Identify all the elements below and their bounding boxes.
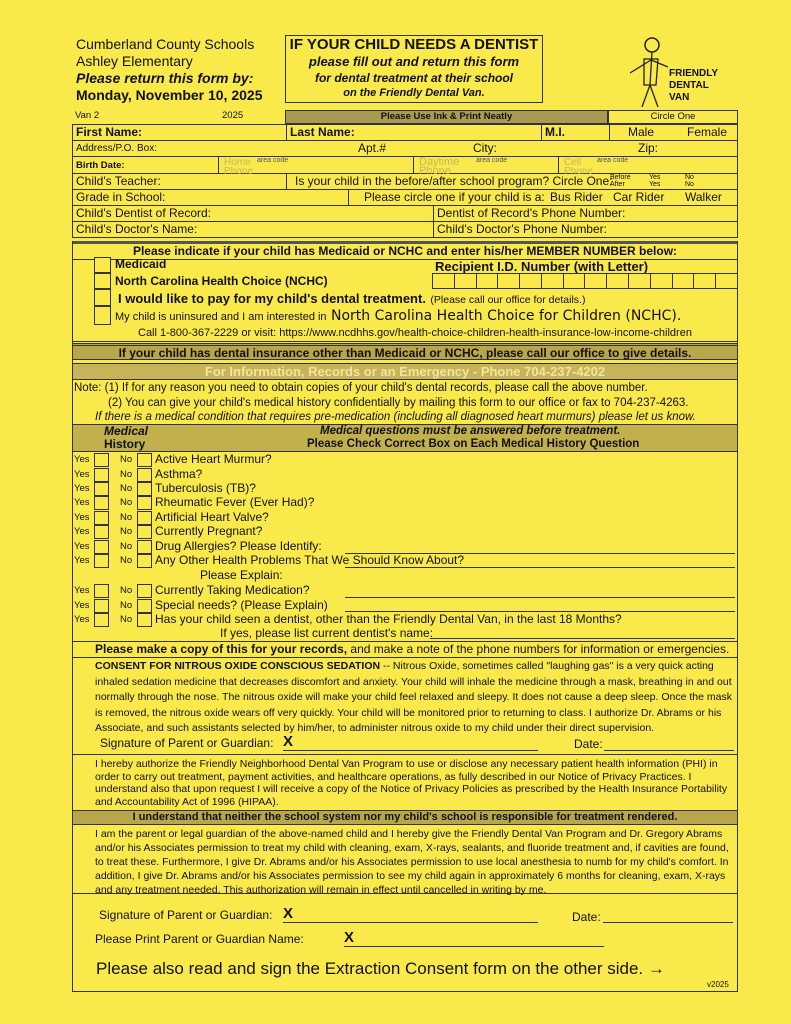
grade-field[interactable]: Grade in School:: [76, 190, 166, 204]
nchc-label: North Carolina Health Choice (NCHC): [115, 274, 328, 288]
before-label: Before: [610, 174, 631, 181]
medical-question: Active Heart Murmur?: [155, 452, 272, 466]
grade-row: [72, 190, 738, 206]
nchc-checkbox[interactable]: [94, 273, 111, 289]
no-label: No: [120, 454, 133, 465]
title-line: please fill out and return this form: [308, 54, 520, 69]
insurance-header: Please indicate if your child has Medicaid or NCHC and enter his/her MEMBER NUMBER below:: [72, 241, 738, 260]
recipient-id-digit-box[interactable]: [715, 273, 738, 289]
yes-label: Yes: [74, 512, 90, 523]
area-code-label: area code: [597, 157, 629, 164]
medical-question: Currently Pregnant?: [155, 524, 263, 538]
birth-date-field[interactable]: Birth Date:: [76, 160, 125, 171]
medical-question: Has your child seen a dentist, other than the Friendly Dental Van, in the last 18 Months?: [155, 612, 622, 626]
area-code-label: area code: [257, 157, 289, 164]
address-field[interactable]: Address/P.O. Box:: [76, 143, 157, 154]
medical-question: Asthma?: [155, 467, 203, 481]
answer-line[interactable]: [345, 597, 735, 598]
recipient-id-digit-box[interactable]: [563, 273, 586, 289]
yes-label: Yes: [74, 497, 90, 508]
no-checkbox[interactable]: [137, 599, 152, 613]
logo-line: DENTAL: [669, 80, 709, 91]
rider-question: Please circle one if your child is a:: [348, 190, 545, 205]
doctor-row: [72, 222, 738, 238]
nitrous-signature-line[interactable]: [283, 750, 538, 751]
no-option[interactable]: No: [685, 181, 694, 188]
pay-note: (Please call our office for details.): [430, 294, 586, 306]
no-label: No: [120, 585, 133, 596]
yes-checkbox[interactable]: [94, 496, 109, 510]
no-label: No: [120, 555, 133, 566]
medical-title: Medical: [104, 424, 149, 438]
before-after-label: [610, 174, 631, 188]
yes-checkbox[interactable]: [94, 482, 109, 496]
school-responsibility-band: I understand that neither the school system nor my child's school is responsible for treatment rendered.: [72, 810, 738, 825]
yes-checkbox[interactable]: [94, 584, 109, 598]
address-row: [72, 141, 738, 157]
treatment-signature-line[interactable]: [283, 922, 538, 923]
print-name-x: X: [344, 929, 355, 946]
explain-line[interactable]: [345, 567, 735, 568]
treatment-date-line[interactable]: [603, 922, 733, 923]
date-label: Date:: [574, 737, 603, 751]
dentist-phone-field[interactable]: Dentist of Record's Phone Number:: [433, 206, 625, 221]
daytime-phone-label: Daytime Phone: [419, 156, 460, 177]
nchc-program-name: North Carolina Health Choice for Children (NCHC).: [331, 308, 682, 324]
if-yes-label: If yes, please list current dentist's name:: [220, 626, 434, 640]
recipient-id-label: Recipient I.D. Number (with Letter): [435, 259, 649, 274]
apt-field[interactable]: Apt.#: [358, 141, 387, 155]
extraction-consent-note: Please also read and sign the Extraction Consent form on the other side. →: [96, 959, 665, 978]
no-label: No: [120, 483, 133, 494]
no-checkbox[interactable]: [137, 482, 152, 496]
title-line: on the Friendly Dental Van.: [343, 87, 485, 99]
print-note: Please Use Ink & Print Neatly: [285, 110, 608, 124]
medical-check-note: Please Check Correct Box on Each Medical History Question: [307, 438, 640, 450]
nitrous-consent: [95, 659, 735, 737]
city-field[interactable]: City:: [473, 141, 497, 155]
nchc-contact: Call 1-800-367-2229 or visit: https://www.ncdhhs.gov/health-choice-children-health-insurance-low-income-children: [138, 327, 692, 339]
before-after-question: Is your child in the before/after school program? Circle One:: [286, 174, 612, 189]
no-checkbox[interactable]: [137, 554, 152, 568]
no-label: No: [120, 526, 133, 537]
no-label: No: [120, 497, 133, 508]
medical-question: Special needs? (Please Explain): [155, 598, 328, 612]
print-name-line[interactable]: [344, 946, 604, 947]
no-checkbox[interactable]: [137, 584, 152, 598]
nitrous-title: CONSENT FOR NITROUS OXIDE CONSCIOUS SEDATION: [95, 660, 381, 672]
no-checkbox[interactable]: [137, 511, 152, 525]
first-name-label: First Name:: [76, 125, 143, 139]
title-box: [285, 35, 543, 103]
yes-label: Yes: [74, 541, 90, 552]
no-option[interactable]: No: [685, 174, 694, 181]
copy-note-rest: and make a note of the phone numbers for information or emergencies.: [347, 642, 730, 656]
yes-option[interactable]: Yes: [649, 174, 661, 181]
last-name-label: Last Name:: [290, 125, 355, 139]
daytime-phone-field[interactable]: [413, 156, 508, 177]
explain-label: Please Explain:: [200, 568, 283, 582]
last-name-field[interactable]: [286, 125, 355, 140]
uninsured-option: [115, 307, 681, 325]
yes-checkbox[interactable]: [94, 468, 109, 482]
no-label: No: [120, 541, 133, 552]
no-label: No: [120, 600, 133, 611]
medical-must-note: Medical questions must be answered before treatment.: [320, 425, 621, 437]
uninsured-label: My child is uninsured and I am interested in: [115, 311, 327, 323]
signature-label: Signature of Parent or Guardian:: [99, 908, 273, 922]
pay-checkbox[interactable]: [94, 289, 111, 306]
recipient-id-digit-box[interactable]: [432, 273, 455, 289]
pay-label: I would like to pay for my child's dental treatment.: [118, 291, 426, 306]
doctor-field[interactable]: Child's Doctor's Name:: [76, 222, 198, 236]
zip-field[interactable]: Zip:: [638, 141, 659, 155]
recipient-id-digit-box[interactable]: [672, 273, 695, 289]
medical-title: History: [104, 437, 146, 451]
first-name-field[interactable]: [73, 125, 142, 140]
title-line: for dental treatment at their school: [314, 71, 514, 85]
no-checkbox[interactable]: [137, 496, 152, 510]
recipient-id-digit-box[interactable]: [650, 273, 673, 289]
birth-phone-row: [72, 156, 738, 177]
dentist-field[interactable]: Child's Dentist of Record:: [76, 206, 212, 220]
divider: [72, 893, 738, 894]
recipient-id-digit-box[interactable]: [606, 273, 629, 289]
no-label: No: [120, 512, 133, 523]
logo-line: VAN: [669, 92, 690, 103]
yes-checkbox[interactable]: [94, 554, 109, 568]
year: 2025: [222, 110, 244, 121]
note-1: Note: (1) If for any reason you need to obtain copies of your child's dental records, please call the above number.: [74, 382, 648, 394]
yes-label: Yes: [74, 454, 90, 465]
doctor-phone-field[interactable]: Child's Doctor's Phone Number:: [433, 222, 607, 237]
answer-line[interactable]: [345, 553, 735, 554]
copy-note-bold: Please make a copy of this for your records,: [95, 642, 348, 656]
male-option[interactable]: Male: [628, 125, 655, 139]
cell-phone-field[interactable]: [558, 157, 629, 177]
dentist-name-line[interactable]: [430, 638, 735, 639]
date-label: Date:: [572, 910, 601, 924]
signature-x: X: [283, 733, 294, 750]
name-row: [72, 124, 738, 141]
return-date: Monday, November 10, 2025: [76, 87, 263, 103]
yes-checkbox[interactable]: [94, 525, 109, 539]
home-phone-label: Home Phone: [224, 157, 253, 177]
yes-label: Yes: [74, 526, 90, 537]
yes-checkbox[interactable]: [94, 540, 109, 554]
walker-option[interactable]: Walker: [685, 190, 722, 204]
logo-line: FRIENDLY: [669, 68, 719, 79]
dentist-row: [72, 206, 738, 222]
emergency-phone-band: For Information, Records or an Emergency - Phone 704-237-4202: [72, 363, 738, 380]
home-phone-field[interactable]: [218, 157, 289, 177]
recipient-id-digit-box[interactable]: [584, 273, 607, 289]
recipient-id-digit-box[interactable]: [476, 273, 499, 289]
medical-question: Rheumatic Fever (Ever Had)?: [155, 495, 315, 509]
yes-label: Yes: [74, 469, 90, 480]
yes-checkbox[interactable]: [94, 453, 109, 467]
teacher-field[interactable]: Child's Teacher:: [76, 174, 161, 188]
gender-field: [609, 125, 739, 140]
female-option[interactable]: Female: [687, 125, 728, 139]
medicaid-label: Medicaid: [115, 257, 167, 271]
dentist-mascot-logo: [622, 35, 672, 110]
no-options[interactable]: [685, 174, 694, 188]
pay-option: [118, 290, 585, 308]
divider: [72, 657, 738, 658]
recipient-id-digit-box[interactable]: [519, 273, 542, 289]
medical-question: Artificial Heart Valve?: [155, 510, 269, 524]
logo-text: [669, 68, 718, 104]
mi-field[interactable]: [541, 125, 565, 140]
recipient-id-input[interactable]: [433, 273, 738, 289]
yes-checkbox[interactable]: [94, 511, 109, 525]
yes-checkbox[interactable]: [94, 599, 109, 613]
no-checkbox[interactable]: [137, 468, 152, 482]
no-checkbox[interactable]: [137, 540, 152, 554]
medical-question: Tuberculosis (TB)?: [155, 481, 256, 495]
recipient-id-digit-box[interactable]: [628, 273, 651, 289]
recipient-id-digit-box[interactable]: [693, 273, 716, 289]
yes-option[interactable]: Yes: [649, 181, 661, 188]
treatment-permission-text: I am the parent or legal guardian of the above-named child and I hereby give the Friendly Dental Van Program and Dr. Gregory Abrams and/or his Associates permission to treat my child with cleaning, exam, X-rays, sealants, and fluoride treatment and, if cavities are found, to treat these. Furthermore, I give Dr. Abrams and/or his Associates permission to use local anesthesia to numb for my child's comfort. In addition, I give Dr. Abrams and/or his Associates permission to see my child again in approximately 6 months for cleaning, exam, X-rays and any treatment needed. This authorization will remain in effect until cancelled in writing by me.: [95, 828, 729, 896]
yes-options[interactable]: [649, 174, 660, 188]
signature-x: X: [283, 905, 294, 922]
uninsured-checkbox[interactable]: [94, 306, 111, 325]
note-2: (2) You can give your child's medical history confidentially by mailing this form to our office or fax to 704-237-4263.: [108, 397, 689, 409]
school-name: Ashley Elementary: [76, 53, 193, 69]
van-number: Van 2: [75, 110, 100, 121]
nitrous-text: -- Nitrous Oxide, sometimes called "laughing gas" is a very quick acting inhaled sedation medicine that decreases discomfort and anxiety. Your child will inhale the medicine through a mask, breathing in and out normally through the nose. The nitrous oxide will make your child feel relaxed and sleepy. It does not cause a deep sleep. Once the mask is removed, the nitrous oxide wears off very quickly. Your child will be monitored prior to returning to class. I authorize Dr. Abrams or his Associate, and such assistants selected by him/her, to administer nitrous oxide to my child under their direct supervision.: [95, 660, 732, 735]
yes-checkbox[interactable]: [94, 613, 109, 627]
no-checkbox[interactable]: [137, 525, 152, 539]
car-rider-option[interactable]: Car Rider: [613, 190, 665, 204]
after-label: After: [610, 181, 625, 188]
yes-label: Yes: [74, 585, 90, 596]
teacher-row: [72, 174, 738, 190]
circle-one-label: Circle One: [608, 110, 738, 124]
answer-line[interactable]: [345, 611, 735, 612]
hipaa-text: I hereby authorize the Friendly Neighborhood Dental Van Program to use or disclose any necessary patient health information (PHI) in order to carry out treatment, payment activities, and healthcare operations, as fully described in our Notice of Privacy Practices. I understand also that upon request I will receive a copy of the Notice of Privacy Policies as prescribed by the Health Insurance Portability and Accountability Act of 1996 (HIPAA).: [95, 758, 728, 808]
signature-label: Signature of Parent or Guardian:: [100, 736, 274, 750]
other-insurance-band: If your child has dental insurance other than Medicaid or NCHC, please call our office to give details.: [72, 343, 738, 360]
yes-label: Yes: [74, 614, 90, 625]
version-label: v2025: [707, 980, 729, 989]
recipient-id-digit-box[interactable]: [541, 273, 564, 289]
print-name-label: Please Print Parent or Guardian Name:: [95, 932, 304, 946]
mi-label: M.I.: [545, 125, 565, 139]
yes-label: Yes: [74, 483, 90, 494]
no-checkbox[interactable]: [137, 613, 152, 627]
medical-question: Any Other Health Problems That We Should Know About?: [155, 553, 465, 567]
yes-label: Yes: [74, 600, 90, 611]
medical-question: Drug Allergies? Please Identify:: [155, 539, 322, 553]
area-code-label: area code: [476, 157, 508, 164]
nitrous-date-line[interactable]: [604, 750, 734, 751]
recipient-id-digit-box[interactable]: [454, 273, 477, 289]
cell-phone-label: Cell Phone: [564, 157, 593, 177]
school-district: Cumberland County Schools: [76, 36, 255, 52]
no-label: No: [120, 614, 133, 625]
note-3: If there is a medical condition that requires pre-medication (including all diagnosed heart murmurs) please let us know.: [95, 411, 696, 423]
return-label: Please return this form by:: [76, 70, 254, 86]
bus-rider-option[interactable]: Bus Rider: [550, 190, 603, 204]
medicaid-checkbox[interactable]: [94, 257, 111, 273]
yes-label: Yes: [74, 555, 90, 566]
recipient-id-digit-box[interactable]: [497, 273, 520, 289]
no-checkbox[interactable]: [137, 453, 152, 467]
medical-question: Currently Taking Medication?: [155, 583, 310, 597]
title: IF YOUR CHILD NEEDS A DENTIST: [289, 36, 539, 53]
copy-note: [95, 642, 729, 656]
no-label: No: [120, 469, 133, 480]
